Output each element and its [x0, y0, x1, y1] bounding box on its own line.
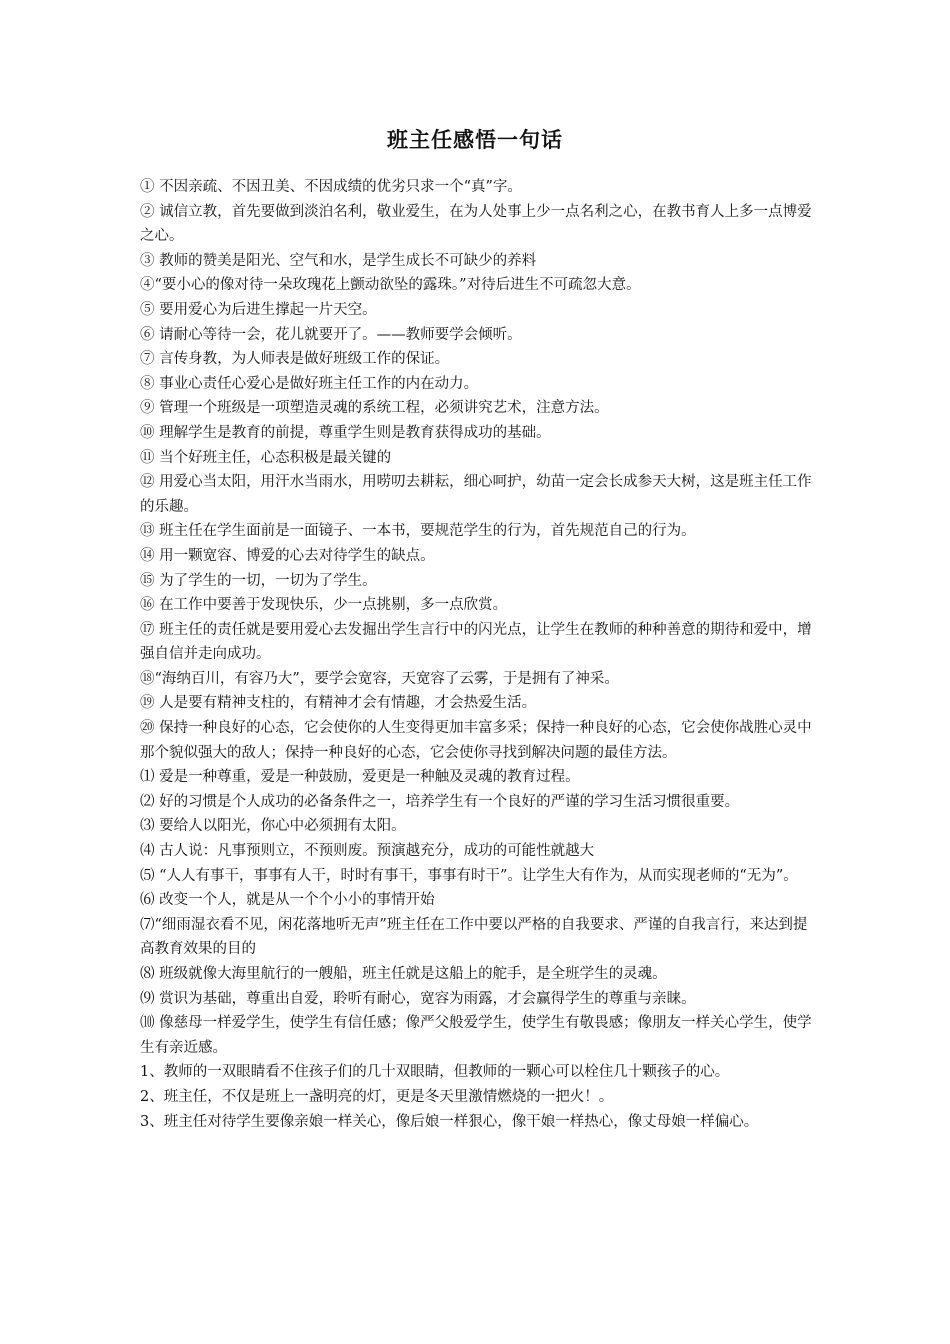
- list-item: ⑧ 事业心责任心爱心是做好班主任工作的内在动力。: [140, 375, 479, 392]
- page-title: 班主任感悟一句话: [387, 128, 563, 152]
- list-item: ⑩ 理解学生是教育的前提，尊重学生则是教育获得成功的基础。: [140, 424, 551, 441]
- list-item: ⑻ 班级就像大海里航行的一艘船，班主任就是这船上的舵手，是全班学生的灵魂。: [140, 966, 667, 982]
- list-item: ③ 教师的赞美是阳光、空气和水，是学生成长不可缺少的养料: [140, 252, 537, 269]
- list-item: ② 诚信立教，首先要做到淡泊名利，敬业爱生，在为人处事上少一点名利之心，在教书育人上多一点博爱之心。: [140, 203, 812, 245]
- list-item: ⑯ 在工作中要善于发现快乐，少一点挑剔，多一点欣赏。: [140, 597, 508, 614]
- list-item: 1、教师的一双眼睛看不住孩子们的几十双眼睛，但教师的一颗心可以栓住几十颗孩子的心。: [140, 1064, 730, 1081]
- list-item: ⑱“海纳百川，有容乃大”，要学会宽容，天宽容了云雾，于是拥有了神采。: [140, 670, 619, 687]
- list-item: 3、班主任对待学生要像亲娘一样关心，像后娘一样狠心，像干娘一样热心，像丈母娘一样偏心。: [140, 1113, 759, 1130]
- list-item: ⑪ 当个好班主任，心态积极是最关键的: [140, 449, 392, 466]
- document-body: [140, 175, 820, 1134]
- list-item: ⑴ 爱是一种尊重，爱是一种鼓励，爱更是一种触及灵魂的教育过程。: [140, 769, 580, 786]
- list-item: ⑰ 班主任的责任就是要用爱心去发掘出学生言行中的闪光点，让学生在教师的种种善意的期待和爱中，增强自信并走向成功。: [140, 621, 812, 663]
- list-item: ⑬ 班主任在学生面前是一面镜子、一本书，要规范学生的行为，首先规范自己的行为。: [140, 523, 696, 540]
- list-item: ⑳ 保持一种良好的心态，它会使你的人生变得更加丰富多采；保持一种良好的心态，它会使你战胜心灵中那个貌似强大的敌人；保持一种良好的心态，它会使你寻找到解决问题的最佳方法。: [140, 720, 812, 761]
- list-item: ⑫ 用爱心当太阳，用汗水当雨水，用唠叨去耕耘，细心呵护，幼苗一定会长成参天大树，这是班主任工作的乐趣。: [140, 474, 812, 515]
- list-item: ⑼ 赏识为基础，尊重出自爱，聆听有耐心，宽容为雨露，才会赢得学生的尊重与亲睐。: [140, 990, 696, 1007]
- list-item: ⑷ 古人说：凡事预则立，不预则废。预演越充分，成功的可能性就越大: [140, 843, 595, 860]
- list-item: ⑹ 改变一个人，就是从一个个小小的事情开始: [140, 892, 435, 909]
- list-item: ⑺“细雨湿衣看不见，闲花落地听无声”班主任在工作中要以严格的自我要求、严谨的自我言行，来达到提高教育效果的目的: [140, 916, 808, 958]
- list-item: ① 不因亲疏、不因丑美、不因成绩的优劣只求一个“真”字。: [140, 179, 522, 195]
- list-item: ⑥ 请耐心等待一会，花儿就要开了。——教师要学会倾听。: [140, 326, 522, 343]
- list-item: ⑦ 言传身教，为人师表是做好班级工作的保证。: [140, 351, 450, 368]
- list-item: ⑽ 像慈母一样爱学生，使学生有信任感；像严父般爱学生，使学生有敬畏感；像朋友一样关心学生，使学生有亲近感。: [140, 1015, 812, 1056]
- list-item: ⑭ 用一颗宽容、博爱的心去对待学生的缺点。: [140, 547, 435, 564]
- list-item: ⑲ 人是要有精神支柱的，有精神才会有情趣，才会热爱生活。: [140, 695, 537, 712]
- list-item: ⑶ 要给人以阳光，你心中必须拥有太阳。: [140, 818, 406, 835]
- list-item: 2、班主任，不仅是班上一盏明亮的灯，更是冬天里激情燃烧的一把火！。: [140, 1088, 614, 1105]
- list-item: ⑸ “人人有事干，事事有人干，时时有事干，事事有时干”。让学生大有作为，从而实现老师的“无为”。: [140, 867, 798, 884]
- list-item: ④“要小心的像对待一朵玫瑰花上颤动欲坠的露珠。”对待后进生不可疏忽大意。: [140, 277, 641, 294]
- list-item: ⑨ 管理一个班级是一项塑造灵魂的系统工程，必须讲究艺术，注意方法。: [140, 400, 609, 417]
- list-item: ⑮ 为了学生的一切，一切为了学生。: [140, 572, 377, 589]
- list-item: ⑵ 好的习惯是个人成功的必备条件之一，培养学生有一个良好的严谨的学习生活习惯很重要。: [140, 793, 740, 810]
- list-item: ⑤ 要用爱心为后进生撑起一片天空。: [140, 301, 377, 318]
